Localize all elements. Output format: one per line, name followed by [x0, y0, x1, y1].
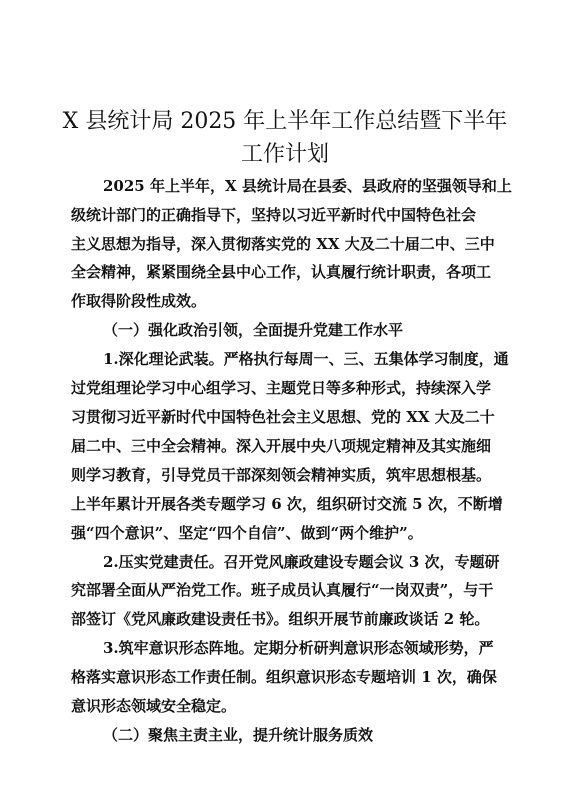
para-1-line-2: 过党组理论学习中心组学习、主题党日等多种形式，持续深入学	[71, 379, 492, 397]
document-title-line-1: X 县统计局 2025 年上半年工作总结暨下半年	[62, 109, 508, 134]
intro-line-1: 2025 年上半年，X 县统计局在县委、县政府的坚强领导和上	[103, 177, 512, 195]
intro-line-5: 作取得阶段性成效。	[71, 292, 207, 310]
para-2-line-3: 部签订《党风廉政建设责任书》。组织开展节前廉政谈话 2 轮。	[71, 610, 490, 628]
section-2-heading: （二）聚焦主责主业，提升统计服务质效	[103, 726, 374, 744]
para-1-line-1: 1.深化理论武装。严格执行每周一、三、五集体学习制度，通	[103, 350, 509, 368]
para-2-line-1: 2.压实党建责任。召开党风廉政建设专题会议 3 次，专题研	[103, 553, 500, 571]
intro-line-4: 全会精神，紧紧围绕全县中心工作，认真履行统计职责，各项工	[71, 263, 492, 281]
intro-line-3: 主义思想为指导，深入贯彻落实党的 XX 大及二十届二中、三中	[71, 235, 495, 253]
para-2-line-2: 究部署全面从严治党工作。班子成员认真履行“一岗双责”，与干	[71, 581, 494, 599]
para-3-line-3: 意识形态领域安全稳定。	[71, 697, 237, 715]
para-1-line-3: 习贯彻习近平新时代中国特色社会主义思想、党的 XX 大及二十	[71, 408, 495, 426]
para-3-line-1: 3.筑牢意识形态阵地。定期分析研判意识形态领域形势，严	[103, 639, 494, 657]
para-3-line-2: 格落实意识形态工作责任制。组织意识形态专题培训 1 次，确保	[71, 668, 497, 686]
para-1-line-7: 强“四个意识”、坚定“四个自信”、做到“两个维护”。	[71, 524, 423, 542]
para-1-line-4: 届二中、三中全会精神。深入开展中央八项规定精神及其实施细	[71, 437, 492, 455]
para-1-line-5: 则学习教育，引导党员干部深刻领会精神实质，筑牢思想根基。	[71, 466, 492, 484]
section-1-heading: （一）强化政治引领，全面提升党建工作水平	[103, 321, 404, 339]
intro-line-2: 级统计部门的正确指导下，坚持以习近平新时代中国特色社会	[71, 206, 477, 224]
document-title-line-2: 工作计划	[240, 142, 329, 167]
para-1-line-6: 上半年累计开展各类专题学习 6 次，组织研讨交流 5 次，不断增	[71, 495, 503, 513]
